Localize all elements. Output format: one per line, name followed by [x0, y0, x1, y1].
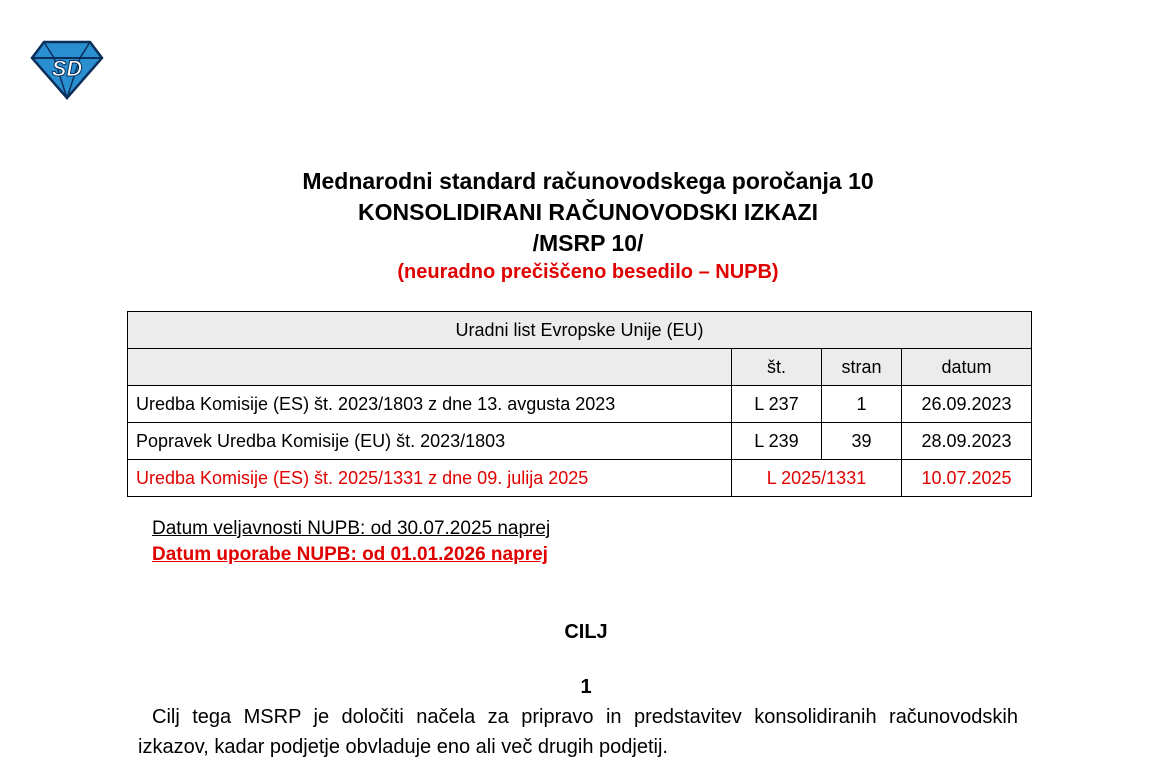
- row-description: Popravek Uredba Komisije (EU) št. 2023/1803: [128, 423, 732, 460]
- title-line-1: Mednarodni standard računovodskega poročanja 10: [302, 168, 874, 194]
- column-datum: datum: [902, 349, 1032, 386]
- application-date: Datum uporabe NUPB: od 01.01.2026 naprej: [152, 544, 548, 565]
- row-datum: 26.09.2023: [902, 386, 1032, 423]
- column-stran: stran: [822, 349, 902, 386]
- row-st: L 239: [732, 423, 822, 460]
- title-line-2: KONSOLIDIRANI RAČUNOVODSKI IZKAZI: [358, 199, 818, 225]
- table-column-row: [128, 349, 1032, 386]
- section-heading: CILJ: [564, 621, 608, 643]
- row-stran: 39: [822, 423, 902, 460]
- title-subtitle: (neuradno prečiščeno besedilo – NUPB): [397, 261, 779, 283]
- title-line-3: /MSRP 10/: [532, 230, 644, 256]
- row-description: Uredba Komisije (ES) št. 2023/1803 z dne 13. avgusta 2023: [128, 386, 732, 423]
- validity-date: Datum veljavnosti NUPB: od 30.07.2025 naprej: [152, 518, 551, 539]
- official-journal-table: [127, 311, 1032, 497]
- table-header-row: [128, 312, 1032, 349]
- logo-text: SD: [51, 56, 83, 81]
- document-title: [0, 166, 1157, 285]
- validity-dates: [152, 516, 550, 568]
- column-st: št.: [732, 349, 822, 386]
- table-header: Uradni list Evropske Unije (EU): [128, 312, 1032, 349]
- row-st-stran: L 2025/1331: [732, 460, 902, 497]
- paragraph-text: Cilj tega MSRP je določiti načela za pripravo in predstavitev konsolidiranih računovodskih izkazov, kadar podjetje obvladuje eno ali več drugih podjetij.: [138, 706, 1018, 758]
- sd-diamond-logo: [30, 40, 104, 100]
- row-description: Uredba Komisije (ES) št. 2025/1331 z dne 09. julija 2025: [128, 460, 732, 497]
- diamond-logo-icon: [30, 40, 104, 100]
- table-row-highlighted: [128, 460, 1032, 497]
- table-row: [128, 423, 1032, 460]
- row-datum: 28.09.2023: [902, 423, 1032, 460]
- paragraph-number: 1: [580, 676, 592, 698]
- row-stran: 1: [822, 386, 902, 423]
- row-datum: 10.07.2025: [902, 460, 1032, 497]
- table-row: [128, 386, 1032, 423]
- column-empty: [128, 349, 732, 386]
- row-st: L 237: [732, 386, 822, 423]
